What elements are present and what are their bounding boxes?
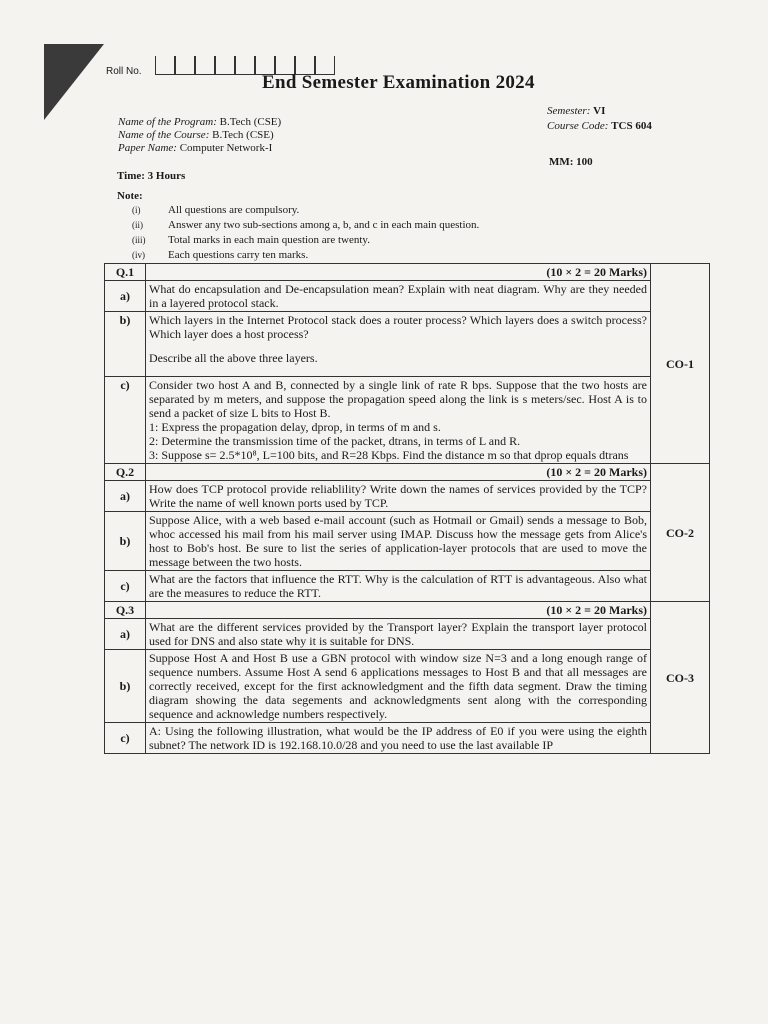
note-text: Each questions carry ten marks.: [168, 249, 309, 261]
q2-label: Q.2: [105, 464, 146, 481]
q1c-cell: [146, 377, 651, 464]
note-text: Answer any two sub-sections among a, b, and c in each main question.: [168, 219, 480, 231]
exam-time: Time: 3 Hours: [117, 170, 186, 182]
note-num: (iv): [132, 250, 145, 260]
q3-label: Q.3: [105, 602, 146, 619]
q1-co: CO-1: [651, 264, 710, 464]
q1-label: Q.1: [105, 264, 146, 281]
q2b-label: b): [105, 512, 146, 571]
q1c-part-3: 3: Suppose s= 2.5*10⁸, L=100 bits, and R=28 Kbps. Find the distance m so that dprop equals dtrans: [149, 448, 629, 462]
program-value: B.Tech (CSE): [219, 116, 282, 128]
q1c-row: [105, 377, 710, 464]
questions-table: [104, 263, 710, 754]
q3b-label: b): [105, 650, 146, 723]
semester-label: Semester:: [547, 105, 591, 117]
course-details: [547, 104, 652, 134]
note-title: Note:: [117, 190, 143, 202]
q2a-label: a): [105, 481, 146, 512]
q1b-text-2: Describe all the above three layers.: [149, 351, 318, 365]
q2-marks: (10 × 2 = 20 Marks): [146, 464, 651, 481]
paper-value: Computer Network-I: [179, 142, 273, 154]
q2c-label: c): [105, 571, 146, 602]
q1c-part-2: 2: Determine the transmission time of the packet, dtrans, in terms of L and R.: [149, 434, 521, 448]
note-text: Total marks in each main question are twenty.: [168, 234, 370, 246]
note-text: All questions are compulsory.: [168, 204, 300, 216]
program-details: [118, 116, 281, 155]
q1-header-row: [105, 264, 710, 281]
roll-no-label: Roll No.: [106, 66, 142, 77]
note-num: (i): [132, 205, 141, 215]
q3a-label: a): [105, 619, 146, 650]
q1-marks: (10 × 2 = 20 Marks): [146, 264, 651, 281]
course-label: Name of the Course:: [118, 129, 210, 141]
q3-co: CO-3: [651, 602, 710, 754]
q3b-text: Suppose Host A and Host B use a GBN protocol with window size N=3 and a long enough range of sequence numbers. Assume Host A send 6 applications messages to Host B and that all messages are correctly received, except for the first acknowledgment and the fifth data segment. Draw the timing diagram showing the data segements and acknowledgments sent along with the corresponding sequence and acknowledge numbers respectively.: [146, 650, 651, 723]
q3c-row: [105, 723, 710, 754]
semester-value: VI: [593, 105, 606, 117]
q2a-text: How does TCP protocol provide reliablility? Write down the names of services provided by the TCP? Write the name of well known ports used by TCP.: [146, 481, 651, 512]
q2-co: CO-2: [651, 464, 710, 602]
note-list: [132, 203, 479, 263]
max-marks: MM: 100: [549, 156, 593, 168]
q3a-text: What are the different services provided by the Transport layer? Explain the transport layer protocol used for DNS and also state why it is suitable for DNS.: [146, 619, 651, 650]
q2-header-row: [105, 464, 710, 481]
course-value: B.Tech (CSE): [212, 129, 274, 141]
course-code-label: Course Code:: [547, 120, 609, 132]
q3-header-row: [105, 602, 710, 619]
corner-mark: [44, 44, 104, 120]
q3b-row: [105, 650, 710, 723]
q1b-row: [105, 312, 710, 377]
note-num: (iii): [132, 235, 146, 245]
q1c-label: c): [105, 377, 146, 464]
q3-marks: (10 × 2 = 20 Marks): [146, 602, 651, 619]
q1c-text: Consider two host A and B, connected by a single link of rate R bps. Suppose that the two hosts are separated by m meters, and suppose the propagation speed along the link is s meters/sec. Host A is to send a packet of size L bits to Host B.: [149, 378, 647, 420]
q1a-row: [105, 281, 710, 312]
q1c-part-1: 1: Express the propagation delay, dprop, in terms of m and s.: [149, 420, 441, 434]
q1a-label: a): [105, 281, 146, 312]
q3c-text: A: Using the following illustration, what would be the IP address of E0 if you were using the eighth subnet? The network ID is 192.168.10.0/28 and you need to use the last available IP: [146, 723, 651, 754]
q2c-row: [105, 571, 710, 602]
q2b-text: Suppose Alice, with a web based e-mail account (such as Hotmail or Gmail) sends a message to Bob, whoc accessed his mail from his mail server using IMAP. Discuss how the message gets from Alice's host to Bob's host. Be sure to list the series of application-layer protocols that are used to move the message between the two hosts.: [146, 512, 651, 571]
program-label: Name of the Program:: [118, 116, 217, 128]
q1b-cell: [146, 312, 651, 377]
q2c-text: What are the factors that influence the RTT. Why is the calculation of RTT is advantageous. Also what are the measures to reduce the RTT.: [146, 571, 651, 602]
paper-label: Paper Name:: [118, 142, 177, 154]
q2b-row: [105, 512, 710, 571]
course-code-value: TCS 604: [611, 120, 652, 132]
exam-title: End Semester Examination 2024: [262, 72, 535, 93]
q2a-row: [105, 481, 710, 512]
note-num: (ii): [132, 220, 143, 230]
q3a-row: [105, 619, 710, 650]
q1b-text: Which layers in the Internet Protocol stack does a router process? Which layers does a switch process? Which layer does a host process?: [149, 313, 647, 341]
q3c-label: c): [105, 723, 146, 754]
q1a-text: What do encapsulation and De-encapsulation mean? Explain with neat diagram. Why are they needed in a layered protocol stack.: [146, 281, 651, 312]
q1b-label: b): [105, 312, 146, 377]
